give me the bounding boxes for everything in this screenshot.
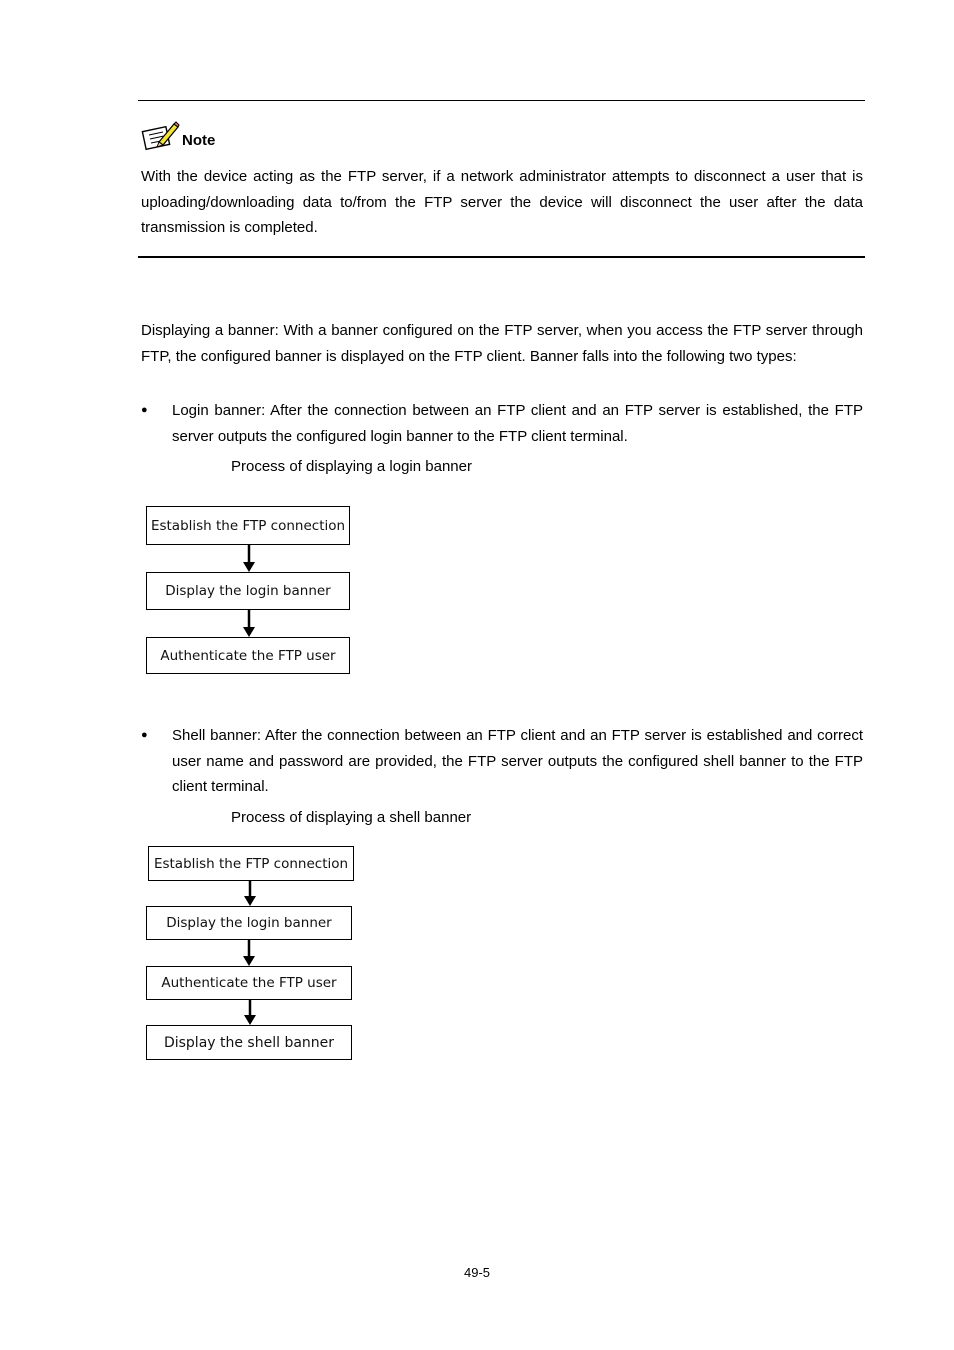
flow-step-box: Establish the FTP connection (146, 506, 350, 545)
down-arrow-icon (242, 940, 256, 966)
note-label: Note (182, 132, 216, 149)
intro-paragraph: Displaying a banner: With a banner configured on the FTP server, when you access the FTP server through FTP, the configured banner is displayed on the FTP client. Banner falls into the following two types: (141, 322, 863, 365)
down-arrow-icon (243, 1000, 257, 1025)
note-top-rule (138, 100, 865, 101)
flow-step-box: Authenticate the FTP user (146, 966, 352, 1000)
bullet-login-banner: Login banner: After the connection between an FTP client and an FTP server is established, the FTP server outputs the configured login banner to the FTP client terminal. (172, 402, 863, 445)
page-number: 49-5 (463, 1265, 491, 1280)
flow-step-box: Display the shell banner (146, 1025, 352, 1060)
note-text: With the device acting as the FTP server, if a network administrator attempts to disconnect a user that is uploading/downloading data to/from the FTP server the device will disconnect the user after the data transmission is completed. (141, 168, 863, 236)
flow-step-box: Authenticate the FTP user (146, 637, 350, 674)
bullet-marker: ● (141, 729, 148, 741)
bullet-shell-banner: Shell banner: After the connection between an FTP client and an FTP server is established and correct user name and password are provided, the FTP server outputs the configured shell banner to the FTP client terminal. (172, 727, 863, 795)
figure-caption: Process of displaying a shell banner (231, 809, 472, 826)
note-pencil-icon (141, 120, 181, 152)
down-arrow-icon (242, 610, 256, 637)
flow-step-box: Establish the FTP connection (148, 846, 354, 881)
down-arrow-icon (242, 545, 256, 572)
note-bottom-rule (138, 256, 865, 258)
figure-caption: Process of displaying a login banner (231, 458, 472, 475)
down-arrow-icon (243, 881, 257, 906)
bullet-marker: ● (141, 404, 148, 416)
flow-step-box: Display the login banner (146, 906, 352, 940)
flow-step-box: Display the login banner (146, 572, 350, 610)
